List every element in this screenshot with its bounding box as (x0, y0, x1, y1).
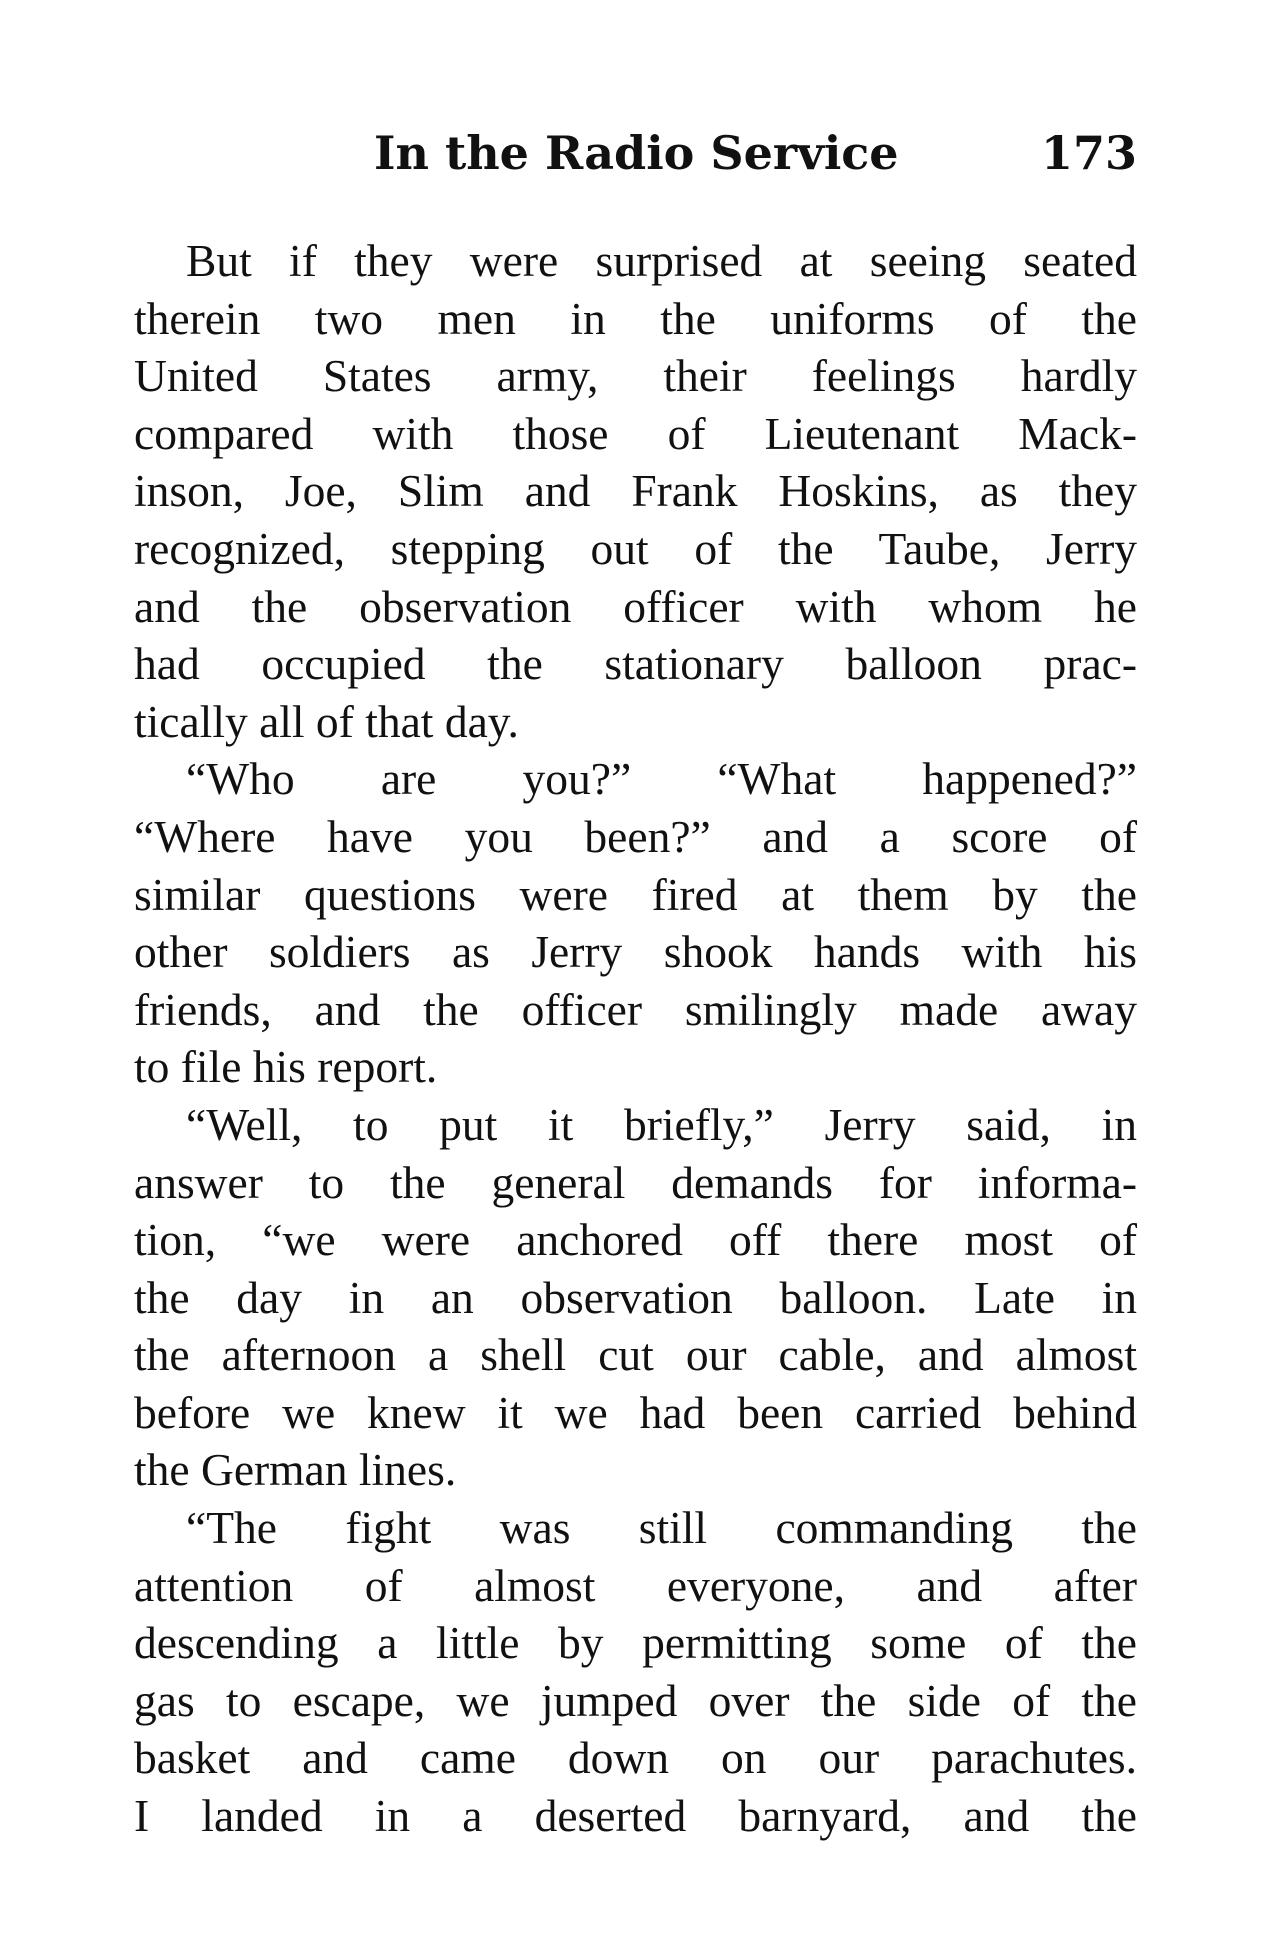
text-line: before we knew it we had been carried behind (134, 1386, 1137, 1438)
text-line: friends, and the officer smilingly made away (134, 983, 1137, 1035)
text-line: the day in an observation balloon. Late in (134, 1271, 1137, 1323)
text-line: inson, Joe, Slim and Frank Hoskins, as they (134, 465, 1137, 517)
text-line: other soldiers as Jerry shook hands with his (134, 926, 1137, 978)
text-line: United States army, their feelings hardly (134, 350, 1137, 402)
text-line: the German lines. (134, 1444, 457, 1496)
page-header (134, 118, 1137, 188)
running-head: In the Radio Service (374, 126, 899, 180)
body-text (134, 232, 1137, 1845)
text-line: the afternoon a shell cut our cable, and almost (134, 1329, 1137, 1381)
text-line: recognized, stepping out of the Taube, Jerry (134, 522, 1137, 574)
text-line: tically all of that day. (134, 695, 519, 747)
text-line: descending a little by permitting some of the (134, 1617, 1137, 1669)
text-line: “Where have you been?” and a score of (134, 810, 1137, 862)
text-line: tion, “we were anchored off there most of (134, 1214, 1137, 1266)
text-line: had occupied the stationary balloon prac- (134, 638, 1137, 690)
text-line: basket and came down on our parachutes. (134, 1732, 1137, 1784)
text-line: “Well, to put it briefly,” Jerry said, in (186, 1098, 1137, 1150)
text-line: and the observation officer with whom he (134, 580, 1137, 632)
text-line: attention of almost everyone, and after (134, 1559, 1137, 1611)
text-line: compared with those of Lieutenant Mack- (134, 407, 1137, 459)
text-line: I landed in a deserted barnyard, and the (134, 1790, 1137, 1842)
text-line: to file his report. (134, 1041, 438, 1093)
text-line: answer to the general demands for informa- (134, 1156, 1137, 1208)
text-line: But if they were surprised at seeing seated (186, 235, 1137, 286)
text-line: “Who are you?” “What happened?” (186, 753, 1137, 805)
page-number: 173 (1040, 126, 1137, 180)
text-line: therein two men in the uniforms of the (134, 292, 1137, 344)
text-line: “The fight was still commanding the (186, 1502, 1137, 1554)
text-line: similar questions were fired at them by the (134, 868, 1137, 920)
text-line: gas to escape, we jumped over the side of the (134, 1674, 1137, 1726)
